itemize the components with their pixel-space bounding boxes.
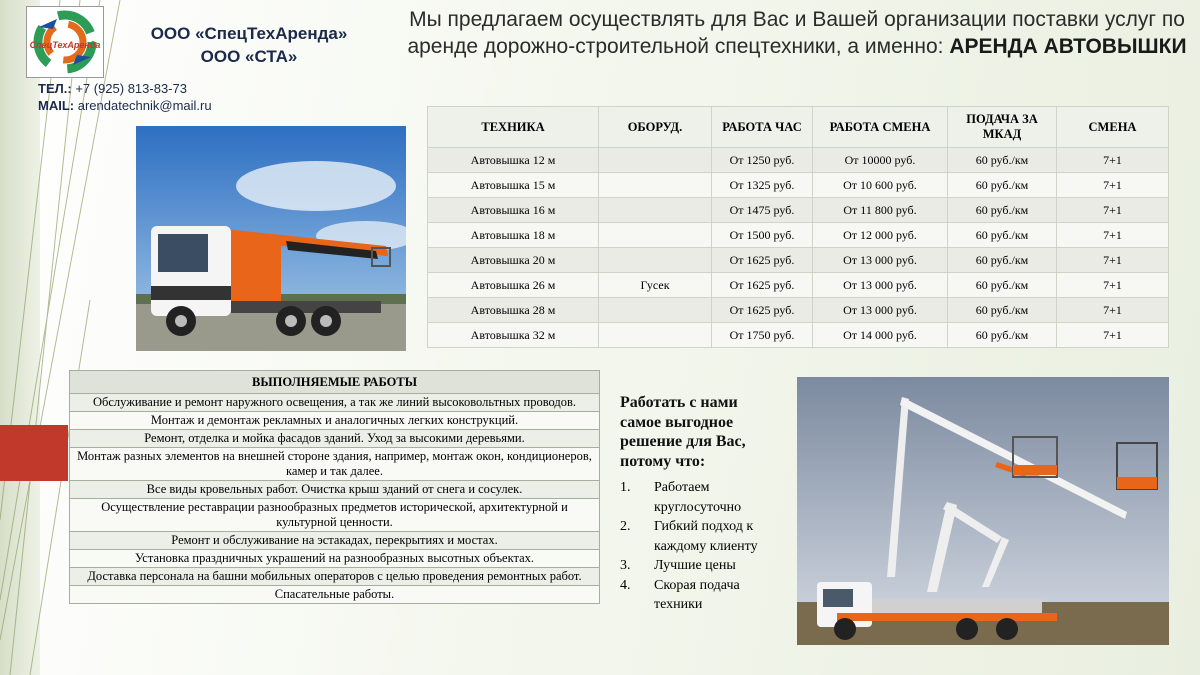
price-cell: [599, 198, 712, 223]
headline: [402, 6, 1192, 60]
works-row: [70, 448, 600, 481]
promo-title: Работать с нами самое выгодное решение для Вас, потому что:: [620, 394, 746, 470]
price-cell: [599, 248, 712, 273]
price-cell: 60 руб./км: [948, 223, 1057, 248]
price-cell: 7+1: [1057, 273, 1169, 298]
price-cell: Автовышка 15 м: [428, 173, 599, 198]
truck-aerial-lift-photo: [136, 126, 406, 351]
col-hour-rate: РАБОТА ЧАС: [712, 107, 813, 148]
price-cell: От 12 000 руб.: [813, 223, 948, 248]
works-row: [70, 394, 600, 412]
price-cell: 7+1: [1057, 323, 1169, 348]
col-shift: СМЕНА: [1057, 107, 1169, 148]
accent-bar: [0, 425, 68, 481]
works-table-header-row: [70, 371, 600, 394]
reason-item: [620, 576, 770, 615]
price-cell: От 13 000 руб.: [813, 248, 948, 273]
reason-item: [620, 556, 770, 576]
col-shift-rate: РАБОТА СМЕНА: [813, 107, 948, 148]
headline-text: Мы предлагаем осуществлять для Вас и Вашей организации поставки услуг по аренде дорожно-строительной спецтехники, а именно:: [407, 8, 1185, 58]
price-cell: 60 руб./км: [948, 273, 1057, 298]
col-attachment: ОБОРУД.: [599, 107, 712, 148]
works-cell: Обслуживание и ремонт наружного освещения, а так же линий высоковольтных проводов.: [70, 394, 600, 412]
company-names: [118, 22, 380, 68]
price-cell: От 10000 руб.: [813, 148, 948, 173]
works-cell: Спасательные работы.: [70, 586, 600, 604]
price-row: [428, 223, 1169, 248]
works-row: [70, 586, 600, 604]
price-cell: От 11 800 руб.: [813, 198, 948, 223]
price-cell: [599, 148, 712, 173]
col-delivery: ПОДАЧА ЗА МКАД: [948, 107, 1057, 148]
aerial-lift-boom-photo: [797, 377, 1169, 645]
price-row: [428, 323, 1169, 348]
price-cell: 7+1: [1057, 148, 1169, 173]
price-cell: От 1500 руб.: [712, 223, 813, 248]
works-table-header: ВЫПОЛНЯЕМЫЕ РАБОТЫ: [70, 371, 600, 394]
price-table-header: [428, 107, 1169, 148]
mail-address[interactable]: arendatechnik@mail.ru: [77, 98, 212, 113]
price-cell: Автовышка 12 м: [428, 148, 599, 173]
price-cell: Автовышка 26 м: [428, 273, 599, 298]
price-cell: Автовышка 28 м: [428, 298, 599, 323]
works-row: [70, 412, 600, 430]
price-cell: 60 руб./км: [948, 298, 1057, 323]
price-cell: От 1750 руб.: [712, 323, 813, 348]
price-cell: 60 руб./км: [948, 148, 1057, 173]
reason-text: Работаем круглосуточно: [654, 480, 742, 515]
reason-item: [620, 478, 770, 517]
works-row: [70, 550, 600, 568]
company-logo: [26, 6, 104, 78]
reasons-list: [620, 478, 770, 615]
works-table: [69, 370, 600, 604]
works-cell: Монтаж и демонтаж рекламных и аналогичных легких конструкций.: [70, 412, 600, 430]
reason-number: 3.: [620, 558, 631, 573]
price-row: [428, 273, 1169, 298]
price-cell: [599, 173, 712, 198]
price-cell: Автовышка 16 м: [428, 198, 599, 223]
reason-number: 2.: [620, 519, 631, 534]
price-cell: Автовышка 32 м: [428, 323, 599, 348]
works-row: [70, 568, 600, 586]
works-cell: Ремонт, отделка и мойка фасадов зданий. Уход за высокими деревьями.: [70, 430, 600, 448]
reason-number: 4.: [620, 577, 631, 593]
price-cell: 60 руб./км: [948, 323, 1057, 348]
reason-item: [620, 517, 770, 556]
price-cell: От 1625 руб.: [712, 298, 813, 323]
price-cell: 60 руб./км: [948, 173, 1057, 198]
reason-text: Скорая подача техники: [654, 577, 740, 612]
price-cell: 7+1: [1057, 248, 1169, 273]
price-cell: 7+1: [1057, 223, 1169, 248]
price-cell: Автовышка 20 м: [428, 248, 599, 273]
works-cell: Доставка персонала на башни мобильных операторов с целью проведения ремонтных работ.: [70, 568, 600, 586]
works-row: [70, 481, 600, 499]
works-cell: Все виды кровельных работ. Очистка крыш зданий от снега и сосулек.: [70, 481, 600, 499]
company-name-short: ООО «СТА»: [200, 47, 298, 66]
price-cell: От 13 000 руб.: [813, 298, 948, 323]
works-row: [70, 430, 600, 448]
price-cell: От 1475 руб.: [712, 198, 813, 223]
mail-label: MAIL:: [38, 98, 75, 113]
svg-text:СпецТехАренда: СпецТехАренда: [29, 40, 101, 50]
price-row: [428, 173, 1169, 198]
price-cell: [599, 323, 712, 348]
col-equipment: ТЕХНИКА: [428, 107, 599, 148]
price-cell: Гусек: [599, 273, 712, 298]
price-cell: 60 руб./км: [948, 198, 1057, 223]
phone-label: ТЕЛ.:: [38, 81, 72, 96]
price-table: [427, 106, 1169, 348]
price-cell: 60 руб./км: [948, 248, 1057, 273]
price-cell: От 1625 руб.: [712, 248, 813, 273]
works-row: [70, 499, 600, 532]
works-cell: Осуществление реставрации разнообразных предметов исторической, архитектурной и культурной ценности.: [70, 499, 600, 532]
price-row: [428, 248, 1169, 273]
works-cell: Ремонт и обслуживание на эстакадах, перекрытиях и мостах.: [70, 532, 600, 550]
price-cell: [599, 223, 712, 248]
price-cell: От 1325 руб.: [712, 173, 813, 198]
reason-number: 1.: [620, 480, 631, 495]
phone-line: [38, 80, 212, 97]
company-name-full: ООО «СпецТехАренда»: [150, 24, 348, 43]
price-cell: 7+1: [1057, 198, 1169, 223]
contacts-block: [38, 80, 212, 114]
phone-number[interactable]: +7 (925) 813-83-73: [75, 81, 187, 96]
reason-text: Лучшие цены: [654, 558, 736, 573]
works-cell: Монтаж разных элементов на внешней стороне здания, например, монтаж окон, кондиционеров, камер и так далее.: [70, 448, 600, 481]
price-cell: Автовышка 18 м: [428, 223, 599, 248]
reason-text: Гибкий подход к каждому клиенту: [654, 519, 758, 554]
price-cell: 7+1: [1057, 173, 1169, 198]
price-row: [428, 298, 1169, 323]
price-cell: 7+1: [1057, 298, 1169, 323]
works-cell: Установка праздничных украшений на разнообразных высотных объектах.: [70, 550, 600, 568]
price-cell: От 13 000 руб.: [813, 273, 948, 298]
price-row: [428, 148, 1169, 173]
mail-line: [38, 97, 212, 114]
price-cell: От 10 600 руб.: [813, 173, 948, 198]
price-cell: От 1625 руб.: [712, 273, 813, 298]
price-cell: [599, 298, 712, 323]
headline-emphasis: АРЕНДА АВТОВЫШКИ: [949, 35, 1187, 58]
price-cell: От 14 000 руб.: [813, 323, 948, 348]
price-cell: От 1250 руб.: [712, 148, 813, 173]
works-row: [70, 532, 600, 550]
price-row: [428, 198, 1169, 223]
